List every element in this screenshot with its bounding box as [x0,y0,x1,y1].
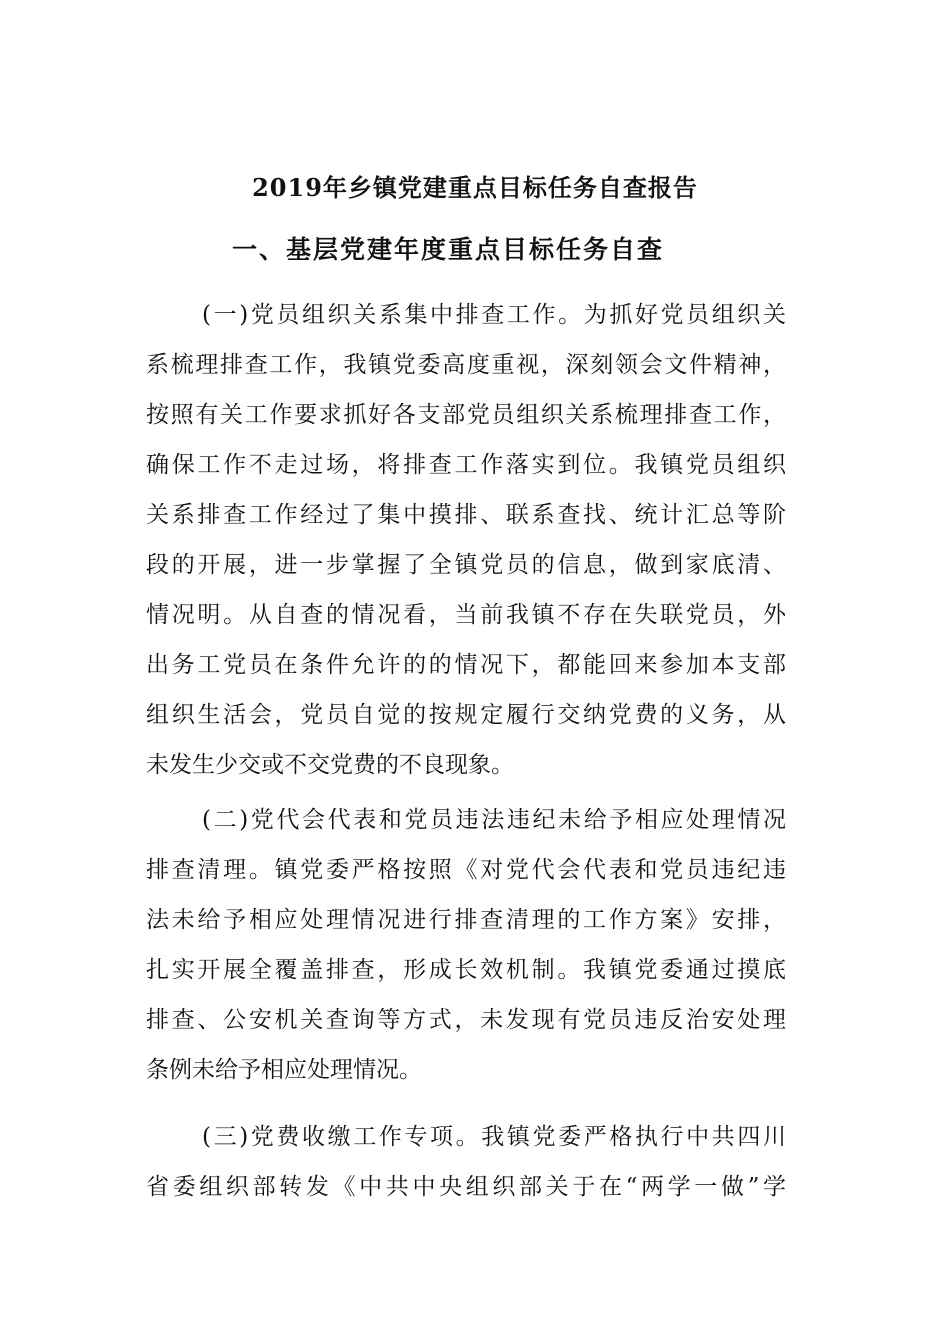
paragraph-line: 段的开展，进一步掌握了全镇党员的信息，做到家底清、 [146,552,786,578]
paragraph-line: 排查清理。镇党委严格按照《对党代会代表和党员违纪违 [146,857,786,883]
paragraph-3 [146,1112,786,1212]
paragraph-1 [146,290,786,790]
paragraph-line: 法未给予相应处理情况进行排查清理的工作方案》安排， [146,907,786,933]
paragraph-line: 出务工党员在条件允许的的情况下，都能回来参加本支部 [146,652,786,678]
paragraph-line: (一)党员组织关系集中排查工作。为抓好党员组织关 [202,302,786,328]
paragraph-line: (三)党费收缴工作专项。我镇党委严格执行中共四川 [202,1124,786,1150]
paragraph-line: 关系排查工作经过了集中摸排、联系查找、统计汇总等阶 [146,502,786,528]
paragraph-line: 省委组织部转发《中共中央组织部关于在“两学一做”学 [146,1174,786,1200]
paragraph-line: 按照有关工作要求抓好各支部党员组织关系梳理排查工作， [146,402,786,428]
paragraph-line: 扎实开展全覆盖排查，形成长效机制。我镇党委通过摸底 [146,957,786,983]
paragraph-line: 系梳理排查工作，我镇党委高度重视，深刻领会文件精神， [146,352,786,378]
paragraph-line: 情况明。从自查的情况看，当前我镇不存在失联党员，外 [146,602,786,628]
paragraph-line: 未发生少交或不交党费的不良现象。 [146,752,514,778]
section-heading: 一、基层党建年度重点目标任务自查 [232,235,665,264]
paragraph-line: 确保工作不走过场，将排查工作落实到位。我镇党员组织 [146,452,786,478]
paragraph-line: (二)党代会代表和党员违法违纪未给予相应处理情况 [202,807,786,833]
paragraph-line: 条例未给予相应处理情况。 [146,1057,422,1083]
paragraph-line: 排查、公安机关查询等方式，未发现有党员违反治安处理 [146,1007,786,1033]
paragraph-line: 组织生活会，党员自觉的按规定履行交纳党费的义务，从 [146,702,786,728]
document-title: 2019年乡镇党建重点目标任务自查报告 [252,173,698,202]
paragraph-2 [146,795,786,1095]
